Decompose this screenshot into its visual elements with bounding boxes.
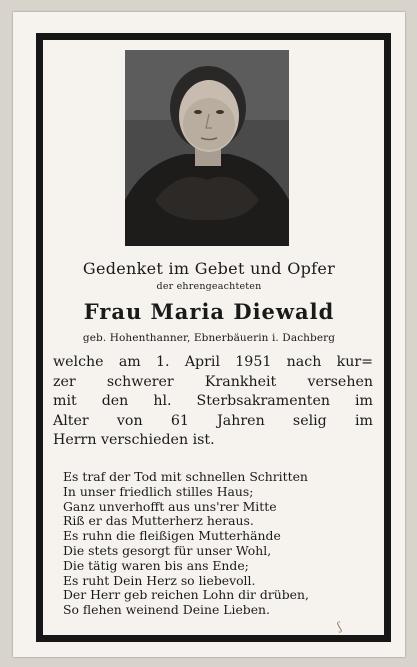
poem-line: Die stets gesorgt für unser Wohl, (63, 542, 272, 558)
paragraph-line: mit den hl. Sterbsakramenten im (53, 393, 373, 409)
paragraph-line: zer schwerer Krankheit versehen (53, 373, 373, 390)
paragraph-line: welche am 1. April 1951 nach kur= (53, 354, 373, 370)
heading-honored: der ehrengeachteten (156, 281, 262, 292)
pencil-mark: ʃ (335, 619, 344, 634)
poem-line: Riß er das Mutterherz heraus. (63, 513, 254, 529)
paragraph-line: Alter von 61 Jahren selig im (53, 412, 373, 429)
heading-prayer: Gedenket im Gebet und Opfer (82, 259, 336, 278)
poem-line: Es ruht Dein Herz so liebevoll. (63, 572, 256, 588)
paragraph-line: Herrn verschieden ist. (53, 432, 215, 448)
poem-line: In unser friedlich stilles Haus; (63, 483, 254, 499)
poem-line: Der Herr geb reichen Lohn dir drüben, (63, 587, 309, 603)
poem-line: Die tätig waren bis ans Ende; (63, 557, 249, 573)
poem-line: So flehen weinend Deine Lieben. (63, 602, 270, 618)
deceased-name: Frau Maria Diewald (83, 299, 335, 324)
memorial-card (13, 12, 405, 657)
memorial-poem (63, 470, 363, 618)
poem-line: Es ruhn die fleißigen Mutterhände (63, 528, 281, 544)
poem-line: Ganz unverhofft aus uns'rer Mitte (63, 498, 277, 514)
portrait-image (125, 50, 289, 246)
portrait-photo (125, 50, 289, 246)
birth-name-subtitle: geb. Hohenthanner, Ebnerbäuerin i. Dachberg (82, 332, 336, 344)
death-notice-paragraph (53, 353, 373, 451)
poem-line: Es traf der Tod mit schnellen Schritten (63, 469, 308, 484)
